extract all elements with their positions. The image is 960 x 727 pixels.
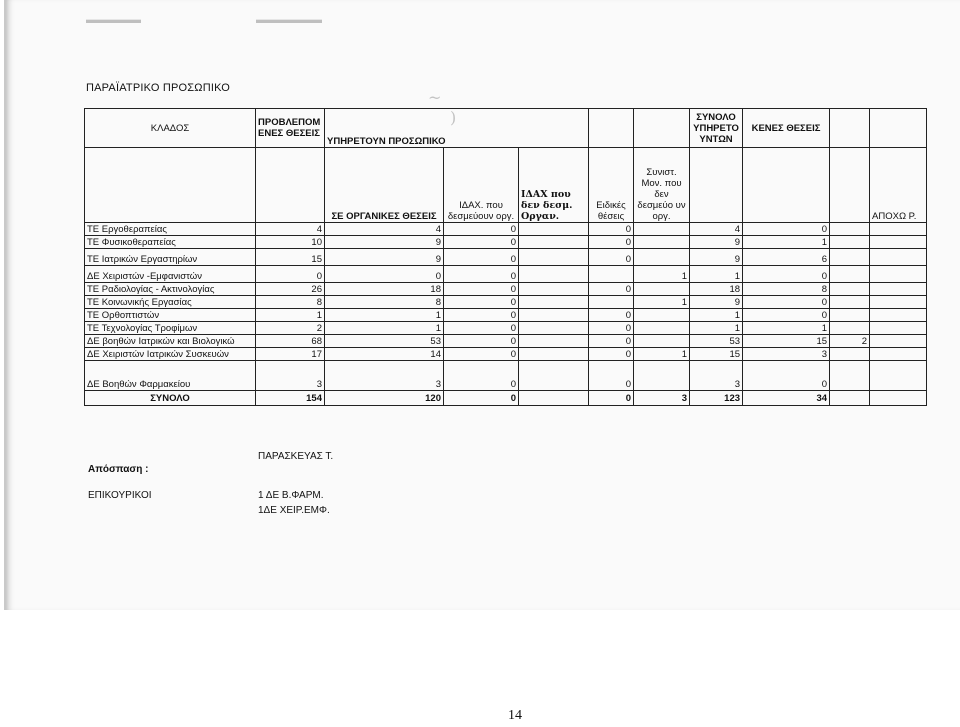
cell-kenes: 1 [743,236,830,249]
cell-apox [830,361,870,391]
table-row [85,296,927,309]
cell-kenes: 8 [743,283,830,296]
cell-idax1: 0 [444,249,519,266]
cell-apox [830,283,870,296]
cell-apox [830,249,870,266]
cell-apox [830,266,870,283]
cell-idax1: 0 [444,361,519,391]
table-row [85,223,927,236]
cell-klados: ΤΕ Τεχνολογίας Τροφίμων [85,322,256,335]
cell-prov: 4 [256,223,325,236]
epikouriki-label: ΕΠΙΚΟΥΡΙΚΟΙ [88,490,152,501]
cell-eidikes: 0 [589,249,634,266]
cell-apox [830,348,870,361]
total-apox [830,391,870,406]
page-number: 14 [508,708,522,723]
cell-idax2 [519,283,589,296]
cell-klados: ΤΕ Ορθοπτιστών [85,309,256,322]
cell-synolo: 3 [690,361,743,391]
total-idax1: 0 [444,391,519,406]
cell-synolo: 18 [690,283,743,296]
cell-kenes: 3 [743,348,830,361]
cell-synolo: 1 [690,322,743,335]
cell-klados: ΤΕ Φυσικοθεραπείας [85,236,256,249]
table-row [85,335,927,348]
cell-kenes: 0 [743,296,830,309]
total-synolo: 123 [690,391,743,406]
header-apoxor: ΑΠΟΧΩ Ρ. [870,148,927,223]
cell-prov: 1 [256,309,325,322]
cell-idax1: 0 [444,322,519,335]
table-row [85,322,927,335]
cell-synist: 1 [634,296,690,309]
cell-empty [870,249,927,266]
cell-idax2 [519,296,589,309]
cell-org: 14 [325,348,444,361]
cell-eidikes [589,266,634,283]
cell-synist [634,335,690,348]
cell-eidikes: 0 [589,361,634,391]
bleed-through-text: ▬▬▬▬▬ [86,14,141,26]
cell-empty [870,391,927,406]
cell-klados: ΤΕ Εργοθεραπείας [85,223,256,236]
apospasi-label: Απόσπαση : [88,464,149,475]
header-idax-desmevoun: ΙΔΑΧ. που δεσμεύουν οργ. [444,148,519,223]
total-synist: 3 [634,391,690,406]
total-kenes: 34 [743,391,830,406]
cell-empty [870,322,927,335]
pen-mark: ) [450,108,457,127]
cell-synist [634,223,690,236]
cell-apox [830,296,870,309]
cell-idax1: 0 [444,266,519,283]
cell-org: 1 [325,322,444,335]
cell-empty [870,309,927,322]
total-prov: 154 [256,391,325,406]
cell-apox [830,322,870,335]
cell-klados: ΔΕ Βοηθών Φαρμακείου [85,361,256,391]
header-blank [830,109,870,148]
cell-eidikes: 0 [589,309,634,322]
cell-org: 0 [325,266,444,283]
cell-klados: ΤΕ Ιατρικών Εργαστηρίων [85,249,256,266]
table-row [85,249,927,266]
cell-kenes: 0 [743,223,830,236]
total-row [85,391,927,406]
header-synist-mon: Συνιστ. Μον. που δεν δεσμεύο υν οργ. [634,148,690,223]
total-label: ΣΥΝΟΛΟ [85,391,256,406]
cell-idax1: 0 [444,223,519,236]
table-row [85,236,927,249]
cell-synist [634,309,690,322]
header-se-organikes: ΣΕ ΟΡΓΑΝΙΚΕΣ ΘΕΣΕΙΣ [325,148,444,223]
cell-org: 18 [325,283,444,296]
cell-org: 9 [325,236,444,249]
header-blank [830,148,870,223]
cell-prov: 68 [256,335,325,348]
cell-kenes: 6 [743,249,830,266]
cell-org: 4 [325,223,444,236]
cell-empty [870,283,927,296]
cell-idax2 [519,322,589,335]
cell-eidikes: 0 [589,322,634,335]
cell-eidikes: 0 [589,335,634,348]
document-title: ΠΑΡΑΪΑΤΡΙΚΟ ΠΡΟΣΩΠΙΚΟ [86,82,231,94]
cell-klados: ΔΕ βοηθών Ιατρικών και Βιολογικώ [85,335,256,348]
header-kenes: ΚΕΝΕΣ ΘΕΣΕΙΣ [743,109,830,148]
cell-idax1: 0 [444,283,519,296]
cell-eidikes: 0 [589,223,634,236]
cell-apox [830,223,870,236]
cell-synolo: 9 [690,249,743,266]
header-blank [743,148,830,223]
cell-idax1: 0 [444,309,519,322]
header-eidikes: Ειδικές θέσεις [589,148,634,223]
cell-synolo: 1 [690,266,743,283]
cell-prov: 17 [256,348,325,361]
cell-idax2 [519,309,589,322]
cell-synist [634,236,690,249]
header-blank [256,148,325,223]
epikouriki-line1: 1 ΔΕ Β.ΦΑΡΜ. [258,490,324,501]
header-blank [690,148,743,223]
epikouriki-line2: 1ΔΕ ΧΕΙΡ.ΕΜΦ. [258,505,330,516]
cell-idax2 [519,361,589,391]
cell-idax2 [519,348,589,361]
cell-synolo: 15 [690,348,743,361]
cell-prov: 15 [256,249,325,266]
table-row [85,348,927,361]
cell-kenes: 0 [743,309,830,322]
apospasi-value: ΠΑΡΑΣΚΕΥΑΣ Τ. [258,451,334,462]
cell-prov: 10 [256,236,325,249]
cell-idax1: 0 [444,236,519,249]
total-idax2 [519,391,589,406]
cell-idax2 [519,266,589,283]
cell-empty [870,335,927,348]
cell-org: 8 [325,296,444,309]
cell-kenes: 15 [743,335,830,348]
cell-idax2 [519,223,589,236]
header-idax-den-desm: ΙΔΑΧ που δεν δεσμ. Οργαν. [519,148,589,223]
header-klados: ΚΛΑΔΟΣ [85,109,256,148]
cell-kenes: 1 [743,322,830,335]
cell-idax2 [519,236,589,249]
cell-empty [870,266,927,283]
cell-synolo: 9 [690,236,743,249]
cell-empty [870,361,927,391]
cell-eidikes [589,296,634,309]
cell-kenes: 0 [743,266,830,283]
header-provlepomenes: ΠΡΟΒΛΕΠΟΜ ΕΝΕΣ ΘΕΣΕΙΣ [256,109,325,148]
cell-empty [870,348,927,361]
cell-apox [830,236,870,249]
cell-synist: 1 [634,348,690,361]
cell-kenes: 0 [743,361,830,391]
table-row [85,283,927,296]
cell-empty [870,223,927,236]
header-synolo: ΣΥΝΟΛΟ ΥΠΗΡΕΤΟ ΥΝΤΩΝ [690,109,743,148]
cell-idax1: 0 [444,296,519,309]
cell-org: 53 [325,335,444,348]
pen-mark: ~ [428,88,442,107]
header-blank [589,109,634,148]
cell-prov: 3 [256,361,325,391]
table-row [85,309,927,322]
table-row [85,266,927,283]
header-blank [634,109,690,148]
cell-prov: 2 [256,322,325,335]
header-ypiretoun: ΥΠΗΡΕΤΟΥΝ ΠΡΟΣΩΠΙΚΟ [325,109,519,148]
cell-org: 3 [325,361,444,391]
cell-org: 9 [325,249,444,266]
cell-synolo: 53 [690,335,743,348]
cell-synist: 1 [634,266,690,283]
header-blank [85,148,256,223]
cell-idax2 [519,249,589,266]
cell-synist [634,361,690,391]
cell-synist [634,249,690,266]
cell-idax1: 0 [444,348,519,361]
cell-klados: ΔΕ Χειριστών Ιατρικών Συσκευών [85,348,256,361]
cell-eidikes: 0 [589,283,634,296]
cell-prov: 8 [256,296,325,309]
cell-apox: 2 [830,335,870,348]
cell-synolo: 9 [690,296,743,309]
table-row [85,361,927,391]
header-blank [519,109,589,148]
staff-table [84,108,927,406]
cell-synolo: 4 [690,223,743,236]
header-blank [870,109,927,148]
cell-eidikes: 0 [589,236,634,249]
cell-synist [634,322,690,335]
cell-eidikes: 0 [589,348,634,361]
cell-synist [634,283,690,296]
cell-klados: ΤΕ Ραδιολογίας - Ακτινολογίας [85,283,256,296]
cell-empty [870,296,927,309]
cell-idax2 [519,335,589,348]
cell-prov: 26 [256,283,325,296]
cell-klados: ΔΕ Χειριστών -Εμφανιστών [85,266,256,283]
total-eidikes: 0 [589,391,634,406]
cell-synolo: 1 [690,309,743,322]
cell-empty [870,236,927,249]
cell-prov: 0 [256,266,325,283]
cell-klados: ΤΕ Κοινωνικής Εργασίας [85,296,256,309]
cell-org: 1 [325,309,444,322]
total-org: 120 [325,391,444,406]
cell-apox [830,309,870,322]
bleed-through-text: ▬▬▬▬▬▬ [256,14,322,26]
cell-idax1: 0 [444,335,519,348]
